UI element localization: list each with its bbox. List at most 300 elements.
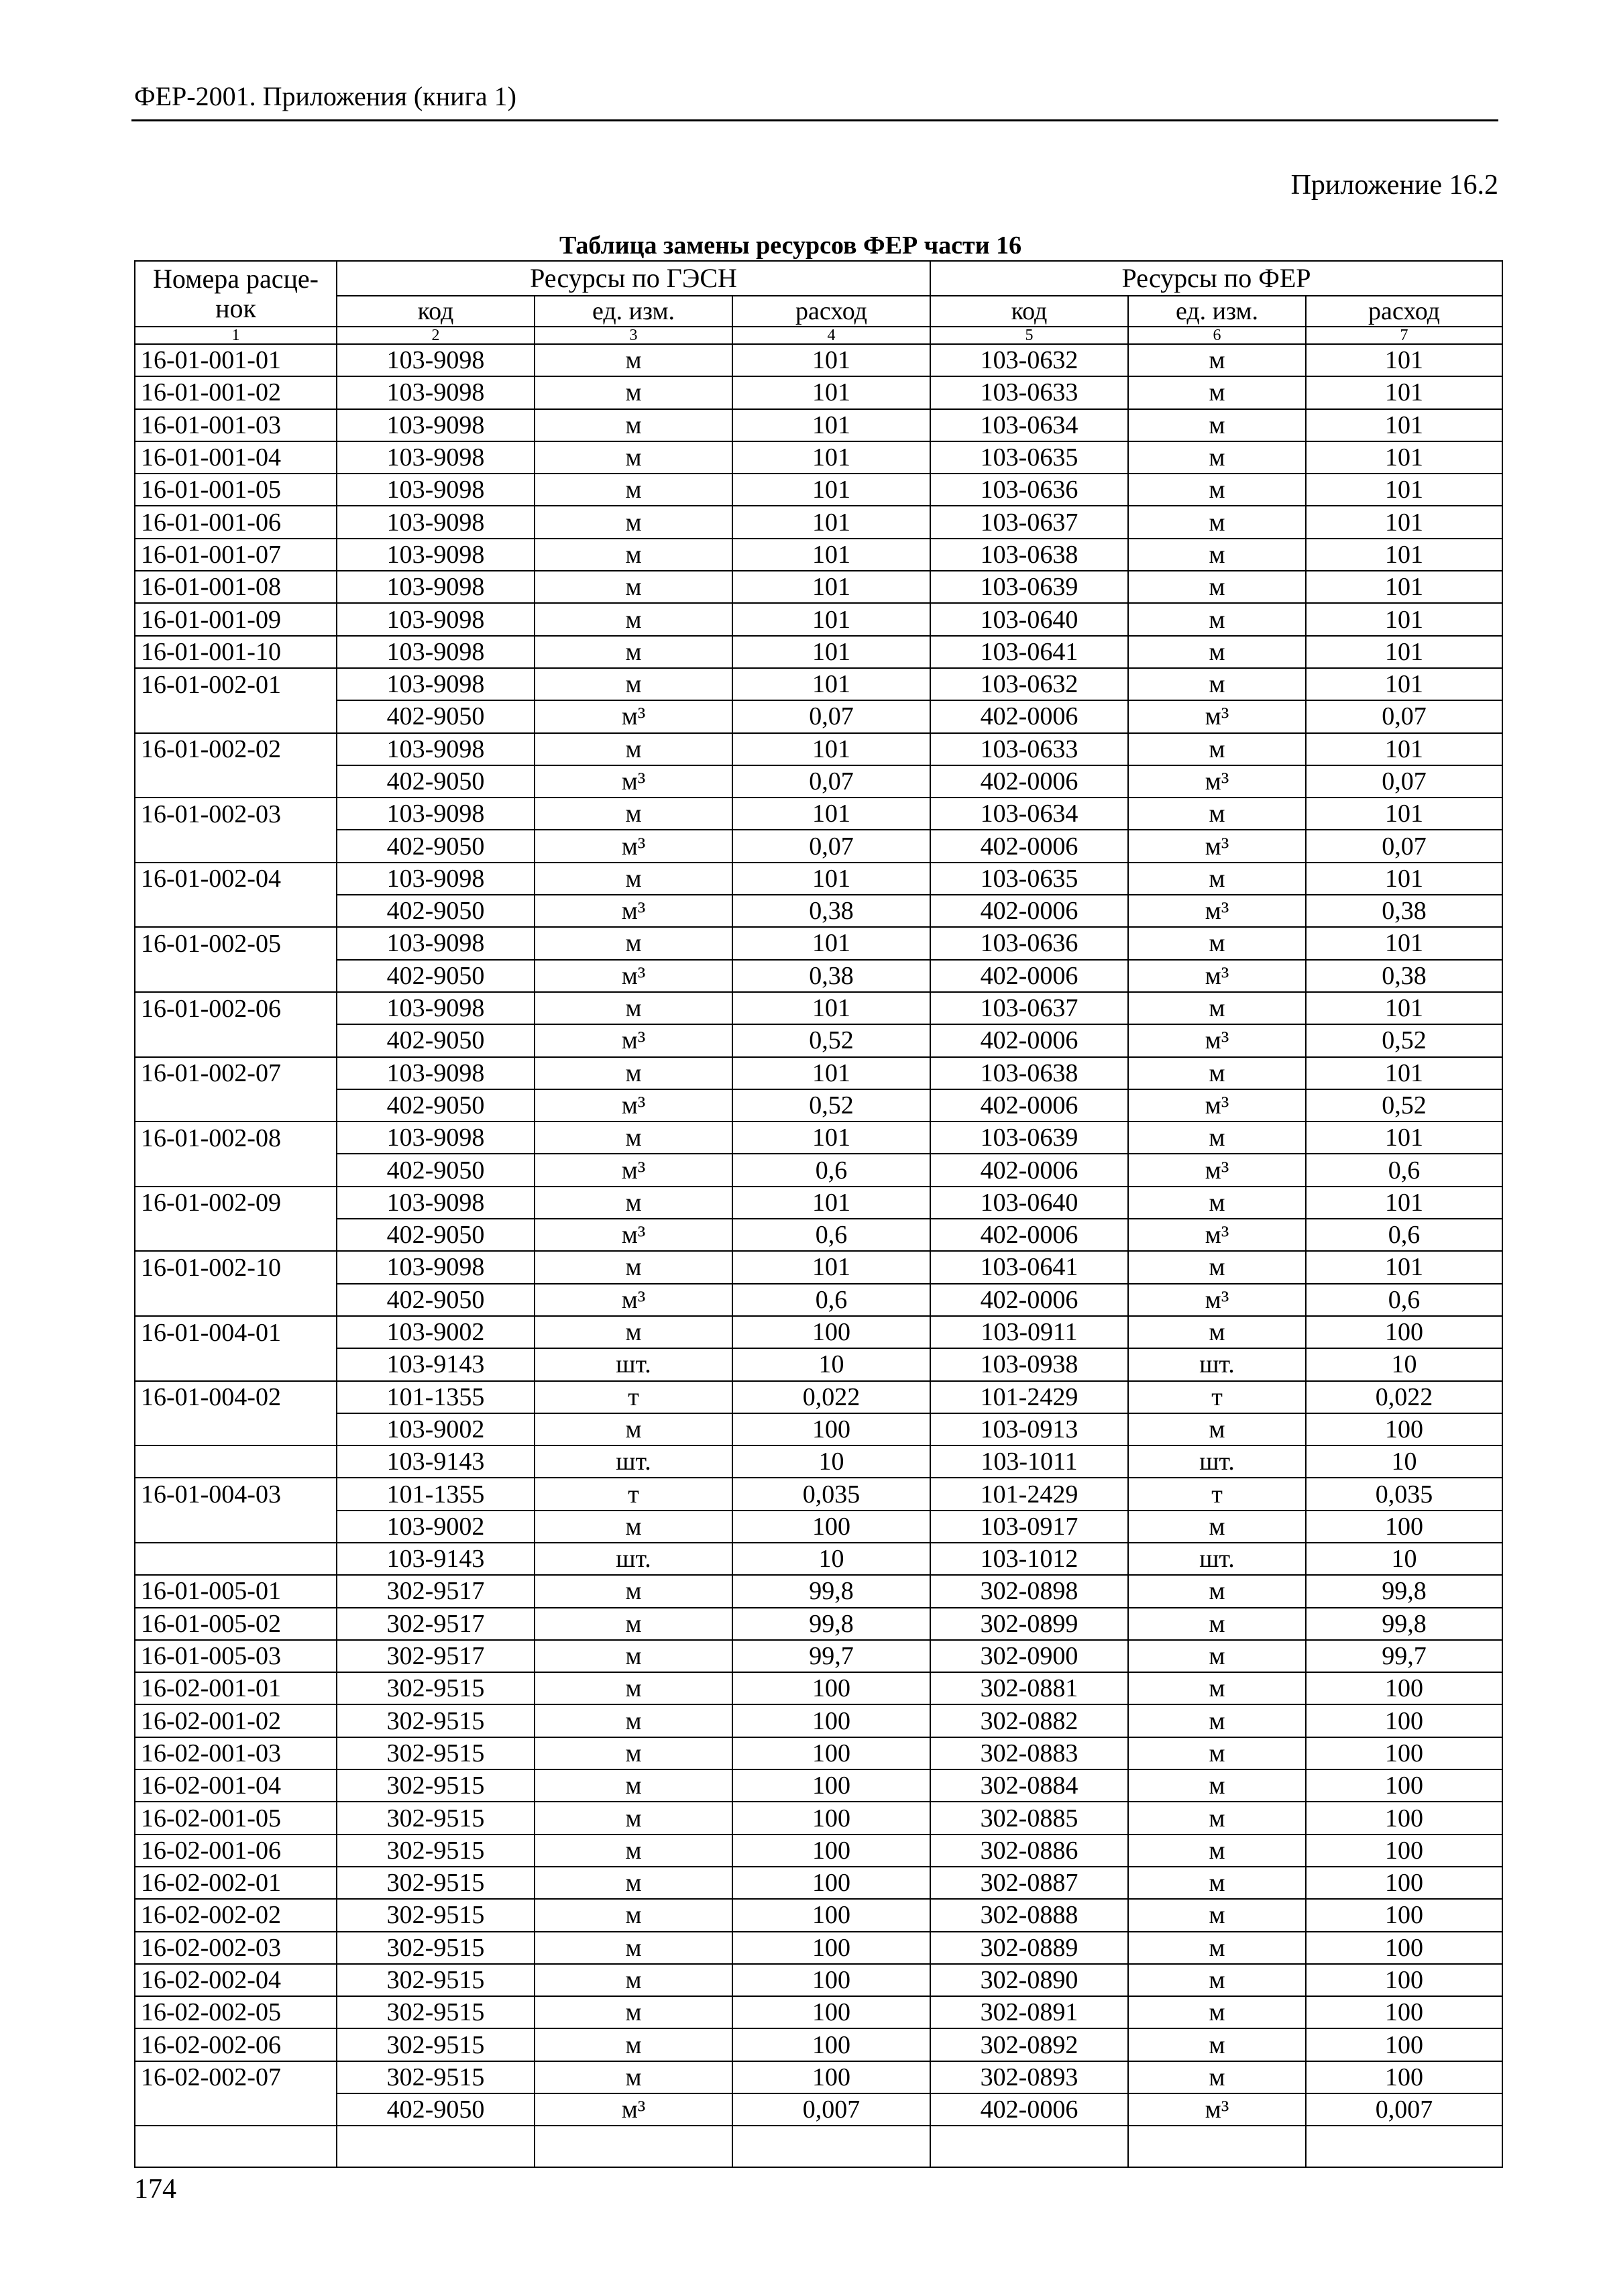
col-header-fer-amount: расход: [1306, 296, 1502, 327]
fer-unit: м: [1128, 1802, 1306, 1834]
gesn-unit: м: [535, 1057, 732, 1089]
rate-number: 16-01-002-10: [135, 1251, 337, 1283]
fer-unit: м³: [1128, 960, 1306, 992]
gesn-unit: м: [535, 571, 732, 603]
fer-code: 103-0639: [930, 1122, 1128, 1154]
fer-amount: 100: [1306, 1413, 1502, 1445]
rate-number: 16-02-002-06: [135, 2028, 337, 2061]
gesn-code: 103-9098: [337, 1251, 535, 1283]
gesn-unit: м: [535, 441, 732, 474]
fer-code: 302-0892: [930, 2028, 1128, 2061]
gesn-amount: 100: [732, 2061, 930, 2093]
fer-code: 302-0899: [930, 1608, 1128, 1640]
gesn-code: 302-9515: [337, 1835, 535, 1867]
table-row: [135, 1316, 1502, 1348]
gesn-unit: м: [535, 1608, 732, 1640]
fer-amount: 0,6: [1306, 1219, 1502, 1251]
table-row: [135, 1122, 1502, 1154]
fer-amount: 101: [1306, 863, 1502, 895]
table-row: [135, 1543, 1502, 1575]
gesn-code: 402-9050: [337, 700, 535, 732]
fer-amount: 100: [1306, 2061, 1502, 2093]
fer-code: 402-0006: [930, 1219, 1128, 1251]
fer-code: 103-0634: [930, 409, 1128, 441]
table-row: [135, 506, 1502, 538]
gesn-code: 103-9098: [337, 474, 535, 506]
gesn-amount: 100: [732, 1899, 930, 1931]
table-row: [135, 1381, 1502, 1413]
fer-code: 402-0006: [930, 1154, 1128, 1186]
fer-code: 402-0006: [930, 895, 1128, 927]
fer-amount: 10: [1306, 1348, 1502, 1380]
gesn-unit: м: [535, 1640, 732, 1672]
fer-amount: 100: [1306, 1704, 1502, 1737]
fer-code: 103-0635: [930, 441, 1128, 474]
fer-unit: м: [1128, 1867, 1306, 1899]
gesn-amount: 99,8: [732, 1608, 930, 1640]
fer-code: 302-0888: [930, 1899, 1128, 1931]
gesn-code: 103-9098: [337, 668, 535, 700]
fer-amount: 101: [1306, 927, 1502, 959]
fer-code: 103-1011: [930, 1445, 1128, 1478]
fer-code: 302-0881: [930, 1672, 1128, 1704]
gesn-code: 103-9143: [337, 1348, 535, 1380]
table-row: [135, 1769, 1502, 1802]
gesn-amount: 0,07: [732, 700, 930, 732]
rate-number-continued: [135, 1219, 337, 1251]
gesn-amount: 99,7: [732, 1640, 930, 1672]
fer-code: 402-0006: [930, 1089, 1128, 1122]
gesn-amount: 101: [732, 506, 930, 538]
fer-code: 402-0006: [930, 765, 1128, 798]
table-row: [135, 571, 1502, 603]
fer-unit: м³: [1128, 895, 1306, 927]
gesn-unit: шт.: [535, 1445, 732, 1478]
fer-unit: м: [1128, 1057, 1306, 1089]
gesn-code: 101-1355: [337, 1381, 535, 1413]
fer-code: 302-0893: [930, 2061, 1128, 2093]
fer-code: 302-0890: [930, 1964, 1128, 1996]
gesn-amount: 101: [732, 636, 930, 668]
col-header-fer-unit: ед. изм.: [1128, 296, 1306, 327]
fer-unit: м: [1128, 1769, 1306, 1802]
table-row: [135, 344, 1502, 376]
fer-amount: 101: [1306, 992, 1502, 1024]
fer-amount: 101: [1306, 1251, 1502, 1283]
fer-unit: шт.: [1128, 1445, 1306, 1478]
fer-unit: м³: [1128, 1089, 1306, 1122]
gesn-amount: 100: [732, 1672, 930, 1704]
gesn-code: 302-9515: [337, 1672, 535, 1704]
gesn-code: 103-9002: [337, 1511, 535, 1543]
gesn-amount: 99,8: [732, 1575, 930, 1607]
gesn-code: 103-9098: [337, 571, 535, 603]
rate-number: 16-01-005-01: [135, 1575, 337, 1607]
fer-code: 103-0635: [930, 863, 1128, 895]
table-row: [135, 539, 1502, 571]
col-header-gesn: Ресурсы по ГЭСН: [337, 261, 930, 296]
rate-number: 16-02-001-02: [135, 1704, 337, 1737]
fer-unit: м: [1128, 1672, 1306, 1704]
table-row: [135, 863, 1502, 895]
gesn-unit: м: [535, 1413, 732, 1445]
rate-number-continued: [135, 960, 337, 992]
gesn-code: 103-9098: [337, 733, 535, 765]
fer-unit: м: [1128, 1964, 1306, 1996]
table-row: [135, 1024, 1502, 1056]
fer-unit: м: [1128, 441, 1306, 474]
rate-number-continued: [135, 895, 337, 927]
fer-code: 302-0900: [930, 1640, 1128, 1672]
gesn-code: 103-9098: [337, 376, 535, 408]
gesn-amount: 100: [732, 1867, 930, 1899]
gesn-amount: 101: [732, 992, 930, 1024]
fer-amount: 100: [1306, 2028, 1502, 2061]
gesn-amount: 100: [732, 1932, 930, 1964]
fer-code: 103-0640: [930, 603, 1128, 635]
fer-code: 103-0639: [930, 571, 1128, 603]
fer-code: 402-0006: [930, 830, 1128, 862]
rate-number: 16-01-002-08: [135, 1122, 337, 1154]
gesn-unit: м³: [535, 895, 732, 927]
gesn-amount: 0,6: [732, 1284, 930, 1316]
fer-amount: 0,007: [1306, 2093, 1502, 2126]
fer-unit: м³: [1128, 1284, 1306, 1316]
rate-number-continued: [135, 2093, 337, 2126]
fer-unit: м³: [1128, 1219, 1306, 1251]
fer-unit: м: [1128, 992, 1306, 1024]
table-row: [135, 1964, 1502, 1996]
col-number: 7: [1306, 327, 1502, 344]
col-number: 5: [930, 327, 1128, 344]
gesn-amount: 100: [732, 1737, 930, 1769]
fer-amount: 100: [1306, 1511, 1502, 1543]
gesn-unit: м: [535, 1575, 732, 1607]
gesn-unit: м: [535, 474, 732, 506]
rate-number: 16-02-001-06: [135, 1835, 337, 1867]
fer-amount: 100: [1306, 1899, 1502, 1931]
gesn-unit: м: [535, 539, 732, 571]
rate-number: 16-01-002-07: [135, 1057, 337, 1089]
rate-number: 16-01-005-02: [135, 1608, 337, 1640]
gesn-unit: шт.: [535, 1543, 732, 1575]
table-row: [135, 409, 1502, 441]
fer-amount: 0,07: [1306, 765, 1502, 798]
rate-number-continued: [135, 1445, 337, 1478]
gesn-code: 302-9517: [337, 1640, 535, 1672]
fer-amount: 100: [1306, 1867, 1502, 1899]
rate-number: 16-02-002-01: [135, 1867, 337, 1899]
fer-amount: 101: [1306, 344, 1502, 376]
rate-number: 16-01-001-07: [135, 539, 337, 571]
gesn-amount: 101: [732, 798, 930, 830]
fer-code: 103-0637: [930, 992, 1128, 1024]
fer-amount: 0,6: [1306, 1154, 1502, 1186]
gesn-code: 302-9517: [337, 1575, 535, 1607]
fer-unit: м³: [1128, 1024, 1306, 1056]
gesn-unit: м: [535, 1867, 732, 1899]
rate-number-continued: [135, 1089, 337, 1122]
gesn-code: 103-9098: [337, 636, 535, 668]
gesn-code: 302-9515: [337, 1899, 535, 1931]
table-row: [135, 1219, 1502, 1251]
fer-code: 402-0006: [930, 1024, 1128, 1056]
gesn-code: 103-9098: [337, 344, 535, 376]
rate-number-continued: [135, 1348, 337, 1380]
rate-number: 16-01-002-01: [135, 668, 337, 700]
header-rule: [131, 119, 1498, 121]
fer-unit: м: [1128, 474, 1306, 506]
table-row: [135, 927, 1502, 959]
fer-amount: 100: [1306, 1316, 1502, 1348]
empty-cell: [337, 2126, 535, 2167]
gesn-amount: 101: [732, 1187, 930, 1219]
fer-code: 103-0632: [930, 344, 1128, 376]
table-row: [135, 765, 1502, 798]
fer-amount: 101: [1306, 1122, 1502, 1154]
gesn-unit: м: [535, 2061, 732, 2093]
fer-code: 302-0891: [930, 1996, 1128, 2028]
gesn-unit: м³: [535, 1284, 732, 1316]
gesn-code: 103-9098: [337, 798, 535, 830]
gesn-code: 302-9515: [337, 1867, 535, 1899]
gesn-code: 103-9098: [337, 603, 535, 635]
fer-code: 103-1012: [930, 1543, 1128, 1575]
table-row: [135, 830, 1502, 862]
fer-unit: м: [1128, 1575, 1306, 1607]
fer-unit: м³: [1128, 700, 1306, 732]
rate-number-continued: [135, 1413, 337, 1445]
rate-number: 16-01-004-01: [135, 1316, 337, 1348]
rate-number: 16-01-001-03: [135, 409, 337, 441]
rate-number: 16-01-001-10: [135, 636, 337, 668]
gesn-amount: 100: [732, 1964, 930, 1996]
rate-number: 16-01-001-09: [135, 603, 337, 635]
fer-unit: м: [1128, 798, 1306, 830]
gesn-amount: 101: [732, 1057, 930, 1089]
gesn-amount: 101: [732, 927, 930, 959]
gesn-amount: 0,022: [732, 1381, 930, 1413]
fer-unit: м: [1128, 1640, 1306, 1672]
gesn-code: 302-9515: [337, 1802, 535, 1834]
page-number: 174: [134, 2174, 176, 2205]
gesn-unit: м: [535, 927, 732, 959]
gesn-code: 402-9050: [337, 1024, 535, 1056]
col-header-gesn-code: код: [337, 296, 535, 327]
gesn-unit: м³: [535, 2093, 732, 2126]
fer-amount: 101: [1306, 733, 1502, 765]
gesn-amount: 100: [732, 1316, 930, 1348]
table-row: [135, 1640, 1502, 1672]
fer-unit: м: [1128, 1835, 1306, 1867]
gesn-unit: м: [535, 344, 732, 376]
gesn-unit: м: [535, 376, 732, 408]
fer-code: 402-0006: [930, 960, 1128, 992]
gesn-amount: 101: [732, 603, 930, 635]
table-row: [135, 1445, 1502, 1478]
fer-amount: 0,035: [1306, 1478, 1502, 1510]
fer-amount: 101: [1306, 636, 1502, 668]
gesn-unit: м: [535, 1122, 732, 1154]
gesn-code: 302-9515: [337, 1932, 535, 1964]
table-row: [135, 798, 1502, 830]
gesn-unit: м: [535, 1996, 732, 2028]
fer-code: 103-0636: [930, 474, 1128, 506]
fer-code: 103-0911: [930, 1316, 1128, 1348]
gesn-unit: м: [535, 1187, 732, 1219]
fer-unit: м: [1128, 1316, 1306, 1348]
fer-amount: 100: [1306, 1802, 1502, 1834]
gesn-unit: м: [535, 992, 732, 1024]
gesn-unit: м³: [535, 765, 732, 798]
fer-unit: м: [1128, 409, 1306, 441]
empty-cell: [535, 2126, 732, 2167]
col-number: 3: [535, 327, 732, 344]
gesn-unit: м: [535, 2028, 732, 2061]
table-row: [135, 474, 1502, 506]
fer-unit: м: [1128, 376, 1306, 408]
table-row: [135, 1608, 1502, 1640]
empty-cell: [1306, 2126, 1502, 2167]
gesn-amount: 100: [732, 1835, 930, 1867]
fer-unit: м: [1128, 668, 1306, 700]
gesn-amount: 100: [732, 1769, 930, 1802]
fer-amount: 0,52: [1306, 1089, 1502, 1122]
table-row: [135, 1867, 1502, 1899]
fer-code: 302-0898: [930, 1575, 1128, 1607]
fer-amount: 0,38: [1306, 960, 1502, 992]
fer-amount: 0,07: [1306, 830, 1502, 862]
fer-amount: 0,52: [1306, 1024, 1502, 1056]
gesn-amount: 101: [732, 1251, 930, 1283]
table-row: [135, 636, 1502, 668]
table-row: [135, 895, 1502, 927]
gesn-amount: 10: [732, 1445, 930, 1478]
gesn-amount: 101: [732, 571, 930, 603]
table-row: [135, 2028, 1502, 2061]
rate-number: 16-02-002-07: [135, 2061, 337, 2093]
col-number: 6: [1128, 327, 1306, 344]
fer-amount: 100: [1306, 1932, 1502, 1964]
gesn-code: 302-9517: [337, 1608, 535, 1640]
fer-unit: м³: [1128, 1154, 1306, 1186]
fer-unit: шт.: [1128, 1543, 1306, 1575]
fer-code: 302-0884: [930, 1769, 1128, 1802]
fer-code: 302-0889: [930, 1932, 1128, 1964]
fer-unit: м: [1128, 2061, 1306, 2093]
gesn-amount: 101: [732, 733, 930, 765]
rate-number: 16-01-001-02: [135, 376, 337, 408]
fer-code: 101-2429: [930, 1478, 1128, 1510]
table-row: [135, 1996, 1502, 2028]
gesn-amount: 0,07: [732, 830, 930, 862]
gesn-code: 101-1355: [337, 1478, 535, 1510]
rate-number: 16-01-001-04: [135, 441, 337, 474]
gesn-amount: 101: [732, 474, 930, 506]
gesn-amount: 101: [732, 539, 930, 571]
gesn-code: 402-9050: [337, 1089, 535, 1122]
table-bottom-gap: [135, 2126, 1502, 2167]
table-row: [135, 700, 1502, 732]
table-row: [135, 1575, 1502, 1607]
table-row: [135, 1511, 1502, 1543]
fer-amount: 0,07: [1306, 700, 1502, 732]
fer-code: 302-0887: [930, 1867, 1128, 1899]
gesn-unit: м: [535, 1672, 732, 1704]
rate-number: 16-02-001-03: [135, 1737, 337, 1769]
empty-cell: [1128, 2126, 1306, 2167]
gesn-amount: 0,035: [732, 1478, 930, 1510]
fer-unit: м: [1128, 506, 1306, 538]
fer-unit: м: [1128, 1704, 1306, 1737]
table-row: [135, 1187, 1502, 1219]
fer-unit: м: [1128, 863, 1306, 895]
fer-code: 103-0636: [930, 927, 1128, 959]
fer-amount: 101: [1306, 506, 1502, 538]
table-body: [135, 344, 1502, 2167]
fer-code: 103-0913: [930, 1413, 1128, 1445]
gesn-amount: 101: [732, 376, 930, 408]
empty-cell: [732, 2126, 930, 2167]
fer-code: 103-0641: [930, 636, 1128, 668]
gesn-amount: 0,38: [732, 895, 930, 927]
table-row: [135, 1089, 1502, 1122]
gesn-code: 402-9050: [337, 895, 535, 927]
gesn-code: 103-9098: [337, 1057, 535, 1089]
gesn-unit: м: [535, 1835, 732, 1867]
rate-number: 16-02-002-02: [135, 1899, 337, 1931]
fer-code: 103-0938: [930, 1348, 1128, 1380]
gesn-code: 302-9515: [337, 2028, 535, 2061]
fer-unit: м: [1128, 1996, 1306, 2028]
fer-code: 103-0917: [930, 1511, 1128, 1543]
fer-amount: 10: [1306, 1543, 1502, 1575]
gesn-amount: 100: [732, 1413, 930, 1445]
gesn-code: 302-9515: [337, 2061, 535, 2093]
gesn-amount: 100: [732, 1511, 930, 1543]
gesn-unit: м: [535, 863, 732, 895]
table-row: [135, 2093, 1502, 2126]
rate-number-continued: [135, 830, 337, 862]
gesn-unit: м: [535, 1802, 732, 1834]
fer-amount: 101: [1306, 571, 1502, 603]
table-row: [135, 1802, 1502, 1834]
fer-code: 103-0633: [930, 376, 1128, 408]
fer-code: 103-0638: [930, 539, 1128, 571]
gesn-amount: 101: [732, 1122, 930, 1154]
gesn-amount: 0,52: [732, 1024, 930, 1056]
gesn-unit: м: [535, 1932, 732, 1964]
rate-number-continued: [135, 700, 337, 732]
rate-number: 16-01-002-06: [135, 992, 337, 1024]
fer-amount: 100: [1306, 1737, 1502, 1769]
fer-amount: 99,8: [1306, 1575, 1502, 1607]
fer-unit: м: [1128, 1511, 1306, 1543]
gesn-amount: 0,52: [732, 1089, 930, 1122]
fer-unit: м: [1128, 1608, 1306, 1640]
rate-number: 16-01-001-08: [135, 571, 337, 603]
gesn-unit: м: [535, 506, 732, 538]
fer-code: 101-2429: [930, 1381, 1128, 1413]
gesn-unit: м: [535, 668, 732, 700]
gesn-code: 402-9050: [337, 765, 535, 798]
fer-amount: 101: [1306, 539, 1502, 571]
gesn-unit: м: [535, 798, 732, 830]
fer-unit: м³: [1128, 2093, 1306, 2126]
fer-amount: 100: [1306, 1769, 1502, 1802]
fer-amount: 101: [1306, 376, 1502, 408]
rate-number-continued: [135, 1511, 337, 1543]
